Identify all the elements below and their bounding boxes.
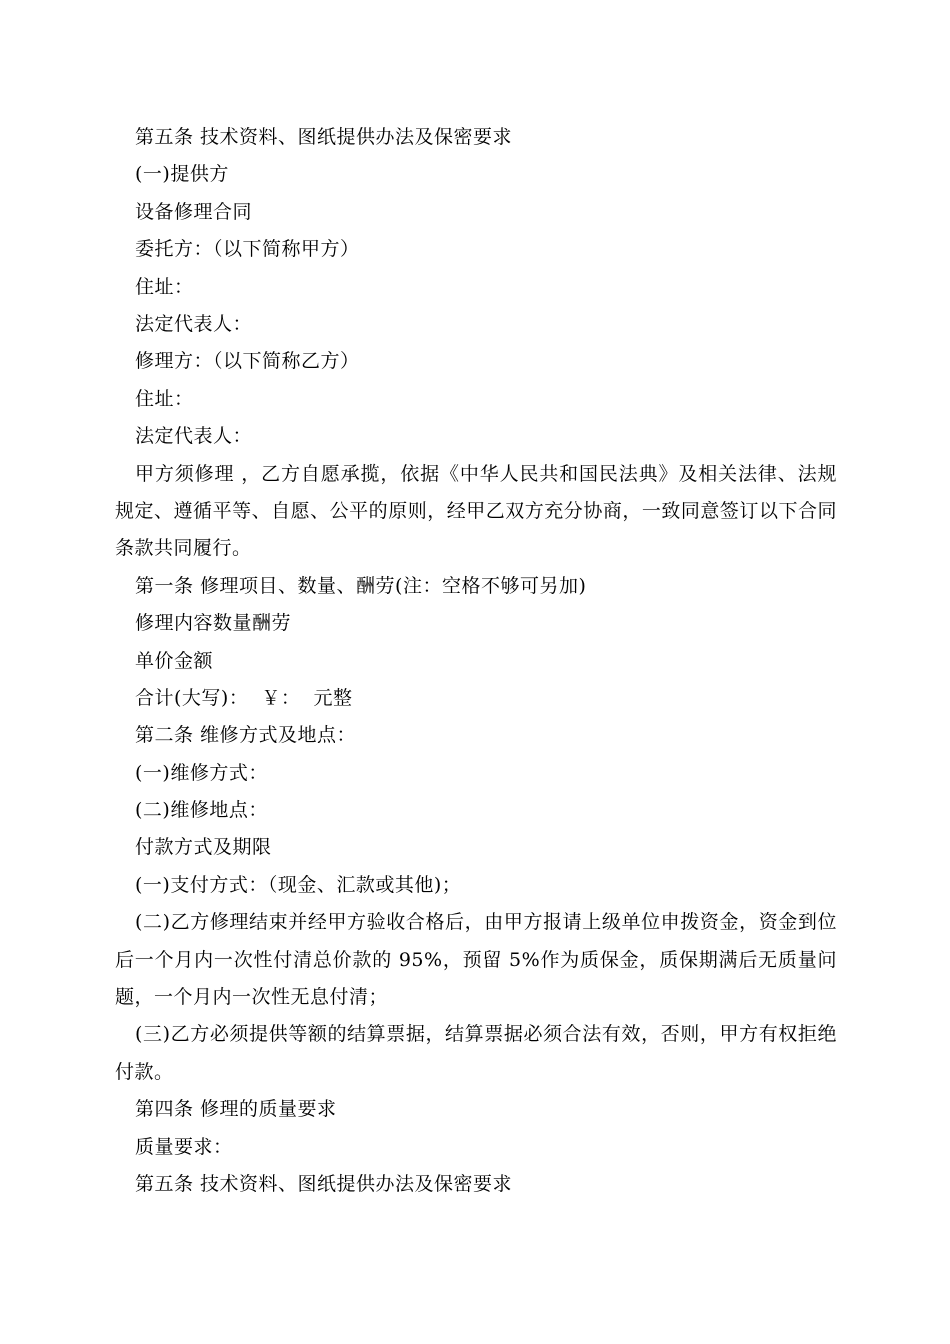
repairer-party-line: 修理方：（以下简称乙方） <box>135 350 360 373</box>
repairer-representative-line: 法定代表人： <box>135 425 253 448</box>
provider-item: (一)提供方 <box>135 163 229 186</box>
repair-location-line: (二)维修地点： <box>135 799 268 822</box>
client-representative-line: 法定代表人： <box>135 312 253 335</box>
contract-title: 设备修理合同 <box>135 200 253 223</box>
article-1-heading: 第一条 修理项目、数量、酬劳(注：空格不够可另加) <box>135 574 587 597</box>
article-5-heading-repeat: 第五条 技术资料、图纸提供办法及保密要求 <box>135 1173 513 1196</box>
payment-method-line: (一)支付方式：（现金、汇款或其他)； <box>135 873 462 896</box>
contract-body <box>115 119 837 1203</box>
intro-paragraph: 甲方须修理 ，乙方自愿承揽，依据《中华人民共和国民法典》及相关法律、法规规定、遵循平等、自愿、公平的原则，经甲乙双方充分协商，一致同意签订以下合同条款共同履行。 <box>115 462 837 560</box>
repair-table-header-1: 修理内容数量酬劳 <box>135 612 292 635</box>
article-2-heading: 第二条 维修方式及地点： <box>135 724 357 747</box>
repairer-address-line: 住址： <box>135 387 194 410</box>
payment-clause-3: (三)乙方必须提供等额的结算票据，结算票据必须合法有效，否则，甲方有权拒绝付款。 <box>115 1023 837 1083</box>
article-5-heading: 第五条 技术资料、图纸提供办法及保密要求 <box>135 126 513 148</box>
repair-method-line: (一)维修方式： <box>135 761 268 784</box>
quality-requirement-line: 质量要求： <box>135 1135 233 1158</box>
total-amount-line: 合计(大写)： ￥： 元整 <box>135 686 353 709</box>
payment-clause-2: (二)乙方修理结束并经甲方验收合格后，由甲方报请上级单位申拨资金，资金到位后一个月内一次性付清总价款的 95%，预留 5%作为质保金，质保期满后无质量问题，一个月内一次性无息付清； <box>115 911 837 1009</box>
repair-table-header-2: 单价金额 <box>135 649 214 672</box>
client-party-line: 委托方：（以下简称甲方） <box>135 238 360 261</box>
payment-heading: 付款方式及期限 <box>135 836 272 859</box>
article-4-heading: 第四条 修理的质量要求 <box>135 1098 337 1121</box>
client-address-line: 住址： <box>135 275 194 298</box>
